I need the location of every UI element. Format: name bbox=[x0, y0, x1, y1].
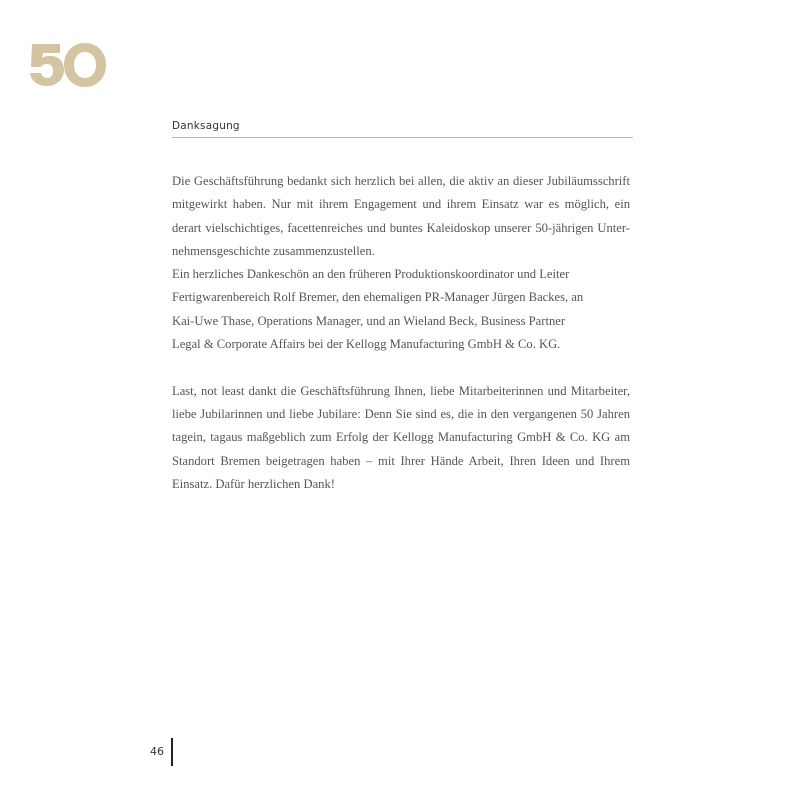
section-title: Danksagung bbox=[172, 120, 240, 132]
text-line: Last, not least dankt die Geschäftsführung Ihnen, liebe Mitarbeiterinnen und Mitarbeiter, bbox=[172, 383, 630, 398]
logo-digit-five bbox=[30, 44, 64, 86]
text-line: Ein herzliches Dankeschön an den früheren Produktionskoordinator und Leiter bbox=[172, 267, 570, 282]
text-line: Fertigwarenbereich Rolf Bremer, den ehemaligen PR-Manager Jürgen Backes, an bbox=[172, 290, 584, 305]
text-line: Standort Bremen beigetragen haben – mit Ihrer Hände Arbeit, Ihren Ideen und Ihrem bbox=[172, 453, 630, 468]
bremen-town-musicians-icon bbox=[77, 53, 95, 76]
text-line: Einsatz. Dafür herzlichen Dank! bbox=[172, 476, 335, 491]
text-line: derart vielschichtiges, facettenreiches und buntes Kaleidoskop unserer 50-jährigen Unter- bbox=[172, 220, 630, 235]
section-header bbox=[172, 119, 633, 138]
page-number: 46 bbox=[150, 745, 164, 758]
text-line: Kai-Uwe Thase, Operations Manager, und an Wieland Beck, Business Partner bbox=[172, 313, 566, 328]
paragraph-gap bbox=[172, 356, 630, 379]
text-line: mitgewirkt haben. Nur mit ihrem Engagement und ihrem Einsatz war es möglich, ein bbox=[172, 197, 630, 212]
text-line: tagein, tagaus maßgeblich zum Erfolg der Kellogg Manufacturing GmbH & Co. KG am bbox=[172, 430, 630, 445]
text-line: Die Geschäftsführung bedankt sich herzlich bei allen, die aktiv an dieser Jubiläumsschrift bbox=[172, 174, 630, 188]
text-line: Legal & Corporate Affairs bei der Kellogg Manufacturing GmbH & Co. KG. bbox=[172, 337, 561, 352]
page-number-rule bbox=[171, 738, 173, 766]
body-text bbox=[172, 170, 630, 496]
anniversary-50-logo bbox=[26, 38, 108, 90]
text-line: liebe Jubilarinnen und liebe Jubilare: Denn Sie sind es, die in den vergangenen 50 Jahren bbox=[172, 406, 630, 421]
text-line: nehmensgeschichte zusammenzustellen. bbox=[172, 243, 375, 258]
